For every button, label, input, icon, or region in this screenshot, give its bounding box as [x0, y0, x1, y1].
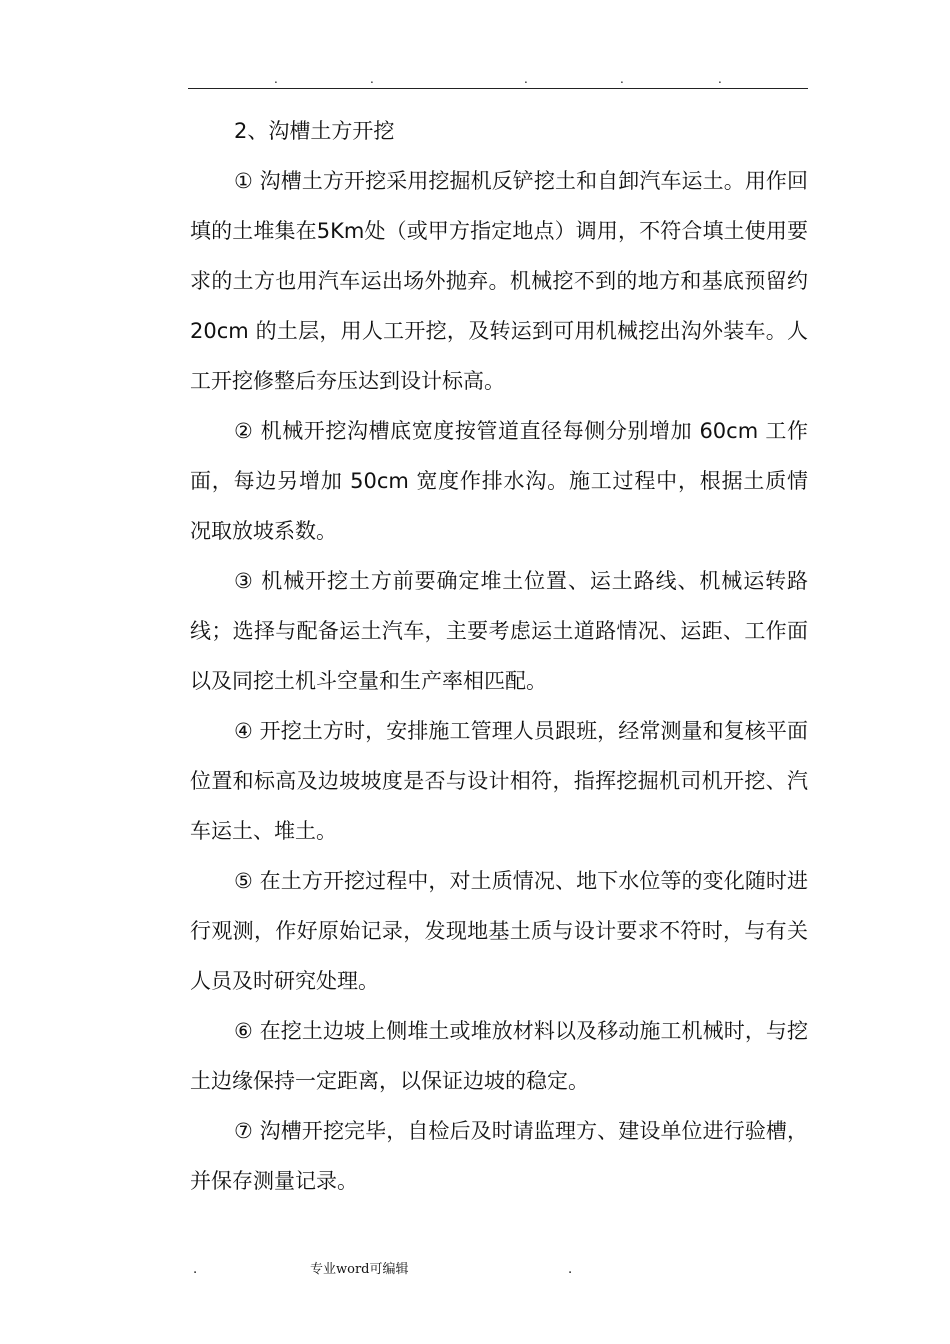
header-dot: .	[524, 72, 528, 86]
paragraph-4: ④ 开挖土方时，安排施工管理人员跟班，经常测量和复核平面位置和标高及边坡坡度是否与设计相符，指挥挖掘机司机开挖、汽车运土、堆土。	[190, 719, 808, 843]
header-dot: .	[370, 72, 374, 86]
footer-right-dot: .	[568, 1262, 573, 1277]
section-title: 2、沟槽土方开挖	[234, 119, 395, 143]
paragraph-1: ① 沟槽土方开挖采用挖掘机反铲挖土和自卸汽车运土。用作回填的土堆集在5Km处（或甲方指定地点）调用，不符合填土使用要求的土方也用汽车运出场外抛弃。机械挖不到的地方和基底预留约 20cm 的土层，用人工开挖，及转运到可用机械挖出沟外装车。人工开挖修整后夯压达到设计标高。	[190, 169, 808, 393]
header-dot: .	[620, 72, 624, 86]
header-dot: .	[718, 72, 722, 86]
header-dot: .	[274, 72, 278, 86]
paragraph-2: ② 机械开挖沟槽底宽度按管道直径每侧分别增加 60cm 工作面，每边另增加 50cm 宽度作排水沟。施工过程中，根据土质情况取放坡系数。	[190, 419, 808, 543]
footer-left-dot: .	[193, 1262, 198, 1277]
paragraph-7: ⑦ 沟槽开挖完毕，自检后及时请监理方、建设单位进行验槽，并保存测量记录。	[190, 1119, 808, 1193]
footer-text: 专业word可编辑	[310, 1262, 409, 1277]
page-footer	[0, 1260, 950, 1280]
paragraph-6: ⑥ 在挖土边坡上侧堆土或堆放材料以及移动施工机械时，与挖土边缘保持一定距离，以保证边坡的稳定。	[190, 1019, 808, 1093]
paragraph-5: ⑤ 在土方开挖过程中，对土质情况、地下水位等的变化随时进行观测，作好原始记录，发现地基土质与设计要求不符时，与有关人员及时研究处理。	[190, 869, 808, 993]
paragraph-3: ③ 机械开挖土方前要确定堆土位置、运土路线、机械运转路线；选择与配备运土汽车，主要考虑运土道路情况、运距、工作面以及同挖土机斗空量和生产率相匹配。	[190, 569, 808, 693]
document-body	[190, 106, 808, 1206]
page-header-rule	[188, 70, 808, 89]
